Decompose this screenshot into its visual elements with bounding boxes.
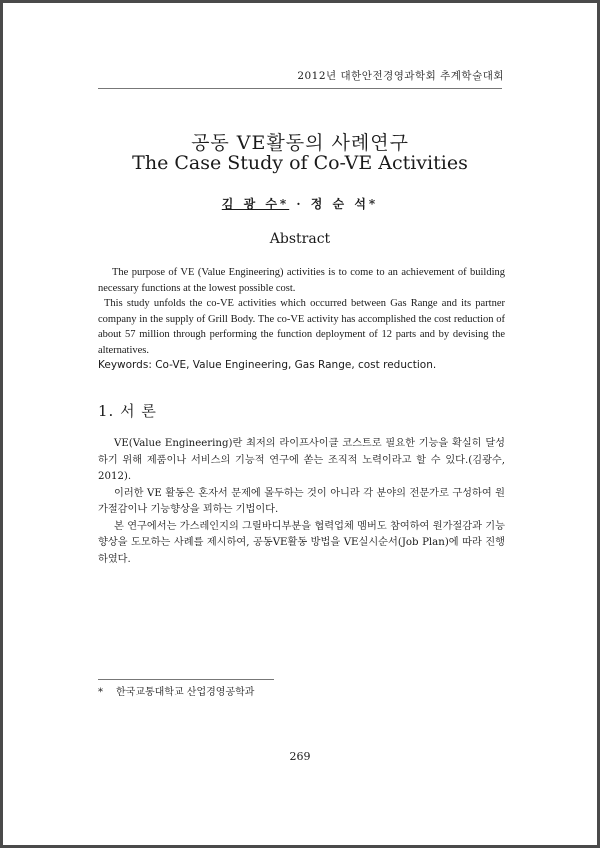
author-separator: ·: [296, 197, 304, 211]
body-paragraph-3: 본 연구에서는 가스레인지의 그릴바디부분을 협력업체 멤버도 참여하여 원가절감과 기능향상을 도모하는 사례를 제시하여, 공동VE활동 방법을 VE실시순서(Job Plan)에 따라 진행 하였다.: [98, 520, 505, 565]
abstract-body: [98, 265, 505, 374]
header-rule: [98, 88, 502, 89]
author-line: [98, 195, 502, 212]
footnote-rule: [98, 679, 274, 680]
author-name-2: 정 순 석*: [310, 197, 379, 211]
author-name-1: 김 광 수*: [221, 197, 290, 211]
keywords: Keywords: Co-VE, Value Engineering, Gas Range, cost reduction.: [98, 359, 437, 371]
section-heading: 1. 서 론: [98, 402, 157, 420]
page-border-top: [0, 0, 600, 3]
title-english: The Case Study of Co-VE Activities: [132, 152, 468, 174]
body-paragraph-2: 이러한 VE 활동은 혼자서 문제에 몰두하는 것이 아니라 각 분야의 전문가로 구성하여 원가절감이나 기능향상을 꾀하는 기법이다.: [98, 487, 505, 515]
footnote: [98, 683, 254, 698]
footnote-mark: *: [98, 687, 103, 698]
abstract-heading: Abstract: [269, 231, 331, 247]
page-border-left: [0, 0, 3, 848]
section-body: [98, 436, 505, 568]
abstract-paragraph-2: This study unfolds the co-VE activities which occurred between Gas Range and its partner company in the supply of Grill Body. The co-VE activity has accomplished the cost reduction of about 57 million through performing the function deployment of 12 parts and by devising the alternatives.: [98, 298, 505, 356]
page-number: 269: [289, 750, 311, 763]
running-header: 2012년 대한안전경영과학회 추계학술대회: [297, 70, 504, 82]
footnote-affiliation: 한국교통대학교 산업경영공학과: [116, 687, 255, 698]
body-paragraph-1: VE(Value Engineering)란 최저의 라이프사이클 코스트로 필요한 기능을 확실히 달성하기 위해 제품이나 서비스의 기능적 연구에 쏟는 조직적 노력이라고 할 수 있다.(김광수, 2012).: [98, 438, 505, 482]
title-korean: 공동 VE활동의 사례연구: [191, 132, 409, 154]
abstract-paragraph-1: The purpose of VE (Value Engineering) activities is to come to an achievement of building necessary functions at the lowest possible cost.: [98, 267, 505, 294]
